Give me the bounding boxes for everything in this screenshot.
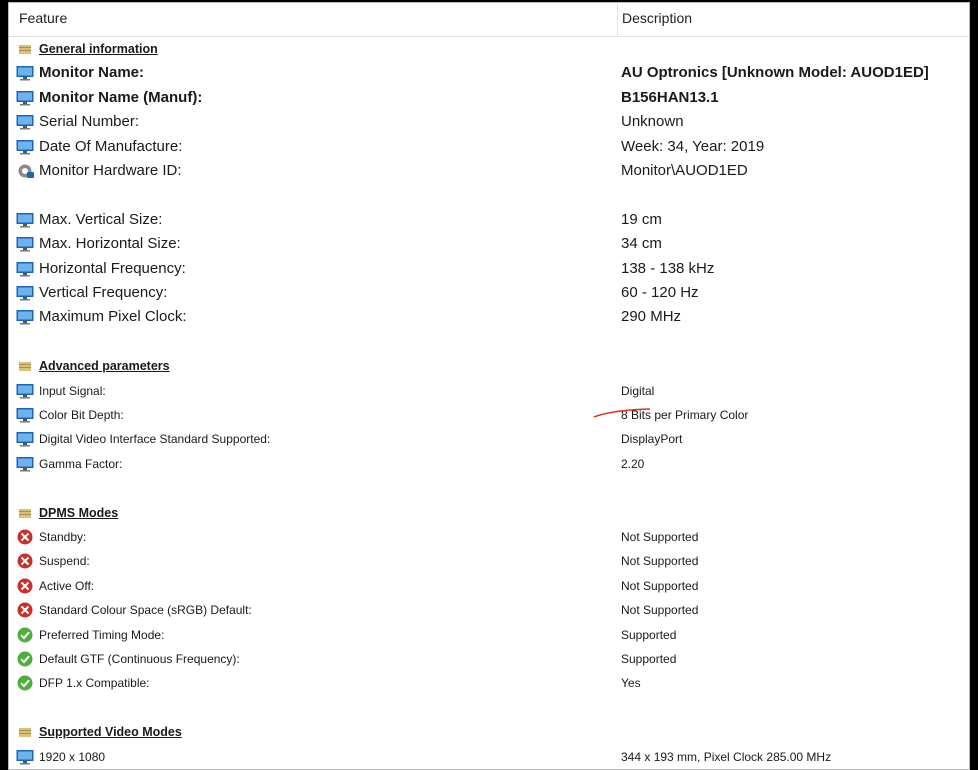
monitor-icon [16, 309, 34, 325]
description-value: Not Supported [621, 578, 699, 593]
section-title: Supported Video Modes [39, 725, 182, 740]
section-title: Advanced parameters [39, 359, 170, 374]
error-x-icon [16, 553, 34, 569]
feature-label: Active Off: [39, 578, 95, 593]
property-row[interactable] [9, 281, 969, 305]
property-row[interactable] [9, 623, 969, 647]
feature-label: Date Of Manufacture: [39, 137, 183, 155]
description-value: 138 - 138 kHz [621, 259, 715, 277]
feature-label: Preferred Timing Mode: [39, 627, 165, 642]
folder-icon [16, 358, 34, 374]
feature-label: Suspend: [39, 554, 90, 569]
description-column-header[interactable]: Description [622, 10, 693, 26]
description-value: Supported [621, 627, 677, 642]
property-row[interactable] [9, 379, 969, 403]
property-row[interactable] [9, 574, 969, 598]
folder-icon [16, 505, 34, 521]
property-row[interactable] [9, 232, 969, 256]
feature-label: Default GTF (Continuous Frequency): [39, 652, 240, 666]
section-title: DPMS Modes [39, 505, 119, 520]
property-row[interactable] [9, 110, 969, 134]
folder-icon [16, 724, 34, 740]
property-row[interactable] [9, 403, 969, 427]
check-icon [16, 675, 34, 691]
property-row[interactable] [9, 671, 969, 695]
check-icon [16, 627, 34, 643]
feature-label: Standard Colour Space (sRGB) Default: [39, 603, 252, 618]
property-row[interactable] [9, 647, 969, 671]
monitor-icon [16, 139, 34, 155]
description-value: Supported [621, 652, 677, 666]
monitor-icon [16, 285, 34, 301]
description-value: Digital [621, 383, 655, 398]
error-x-icon [16, 602, 34, 618]
description-value: Not Supported [621, 554, 699, 569]
feature-label: 1920 x 1080 [39, 749, 106, 764]
error-x-icon [16, 578, 34, 594]
description-value: 34 cm [621, 235, 662, 253]
monitor-icon [16, 261, 34, 277]
property-row[interactable] [9, 86, 969, 110]
monitor-icon [16, 749, 34, 765]
property-row[interactable] [9, 427, 969, 451]
description-value: 8 Bits per Primary Color [621, 408, 749, 422]
property-row[interactable] [9, 525, 969, 549]
check-icon [16, 651, 34, 667]
feature-label: Color Bit Depth: [39, 408, 124, 422]
description-value: B156HAN13.1 [621, 88, 719, 106]
feature-label: Digital Video Interface Standard Supported: [39, 432, 271, 447]
description-value: 290 MHz [621, 308, 682, 326]
monitor-icon [16, 383, 34, 399]
property-row[interactable] [9, 745, 969, 769]
property-row[interactable] [9, 452, 969, 476]
feature-column-header[interactable]: Feature [11, 3, 618, 36]
section-header[interactable] [9, 354, 969, 378]
feature-label: Horizontal Frequency: [39, 259, 186, 277]
property-row[interactable] [9, 598, 969, 622]
feature-label: Maximum Pixel Clock: [39, 308, 187, 326]
spacer-row [9, 183, 969, 207]
feature-label: Input Signal: [39, 383, 106, 398]
property-row[interactable] [9, 135, 969, 159]
feature-label: Vertical Frequency: [39, 284, 168, 301]
monitor-icon [16, 90, 34, 106]
monitor-icon [16, 456, 34, 472]
feature-label: Max. Vertical Size: [39, 210, 163, 228]
feature-label: DFP 1.x Compatible: [39, 676, 150, 691]
feature-label: Monitor Name (Manuf): [39, 88, 203, 106]
monitor-icon [16, 407, 34, 423]
feature-label: Monitor Hardware ID: [39, 162, 182, 179]
description-value: Week: 34, Year: 2019 [621, 137, 765, 155]
monitor-icon [16, 431, 34, 447]
description-value: Unknown [621, 113, 684, 131]
property-row[interactable] [9, 305, 969, 329]
feature-label: Serial Number: [39, 113, 140, 131]
spacer-row [9, 696, 969, 720]
description-value: 2.20 [621, 456, 645, 471]
section-header[interactable] [9, 720, 969, 744]
monitor-properties-window [8, 2, 970, 770]
description-value: Not Supported [621, 530, 699, 544]
section-header[interactable] [9, 501, 969, 525]
property-row[interactable] [9, 257, 969, 281]
feature-label: Standby: [39, 530, 87, 544]
property-row[interactable] [9, 549, 969, 573]
hardware-gear-icon [16, 163, 34, 179]
description-value: 19 cm [621, 210, 662, 228]
monitor-icon [16, 212, 34, 228]
error-x-icon [16, 529, 34, 545]
monitor-icon [16, 65, 34, 81]
property-row[interactable] [9, 208, 969, 232]
property-row[interactable] [9, 159, 969, 183]
description-value: 344 x 193 mm, Pixel Clock 285.00 MHz [621, 749, 832, 764]
monitor-icon [16, 114, 34, 130]
section-title: General information [39, 42, 158, 56]
spacer-row [9, 330, 969, 354]
feature-label: Gamma Factor: [39, 456, 123, 471]
feature-label: Monitor Name: [39, 64, 144, 82]
feature-label: Max. Horizontal Size: [39, 235, 181, 253]
list-header [9, 3, 969, 37]
description-value: Not Supported [621, 603, 699, 618]
description-value: Yes [621, 676, 641, 691]
description-value: Monitor\AUOD1ED [621, 162, 748, 179]
property-row[interactable] [9, 61, 969, 85]
folder-icon [16, 41, 34, 57]
spacer-row [9, 476, 969, 500]
description-value: 60 - 120 Hz [621, 284, 699, 301]
section-header[interactable] [9, 37, 969, 61]
description-value: DisplayPort [621, 432, 683, 447]
description-value: AU Optronics [Unknown Model: AUOD1ED] [621, 64, 929, 82]
monitor-icon [16, 236, 34, 252]
